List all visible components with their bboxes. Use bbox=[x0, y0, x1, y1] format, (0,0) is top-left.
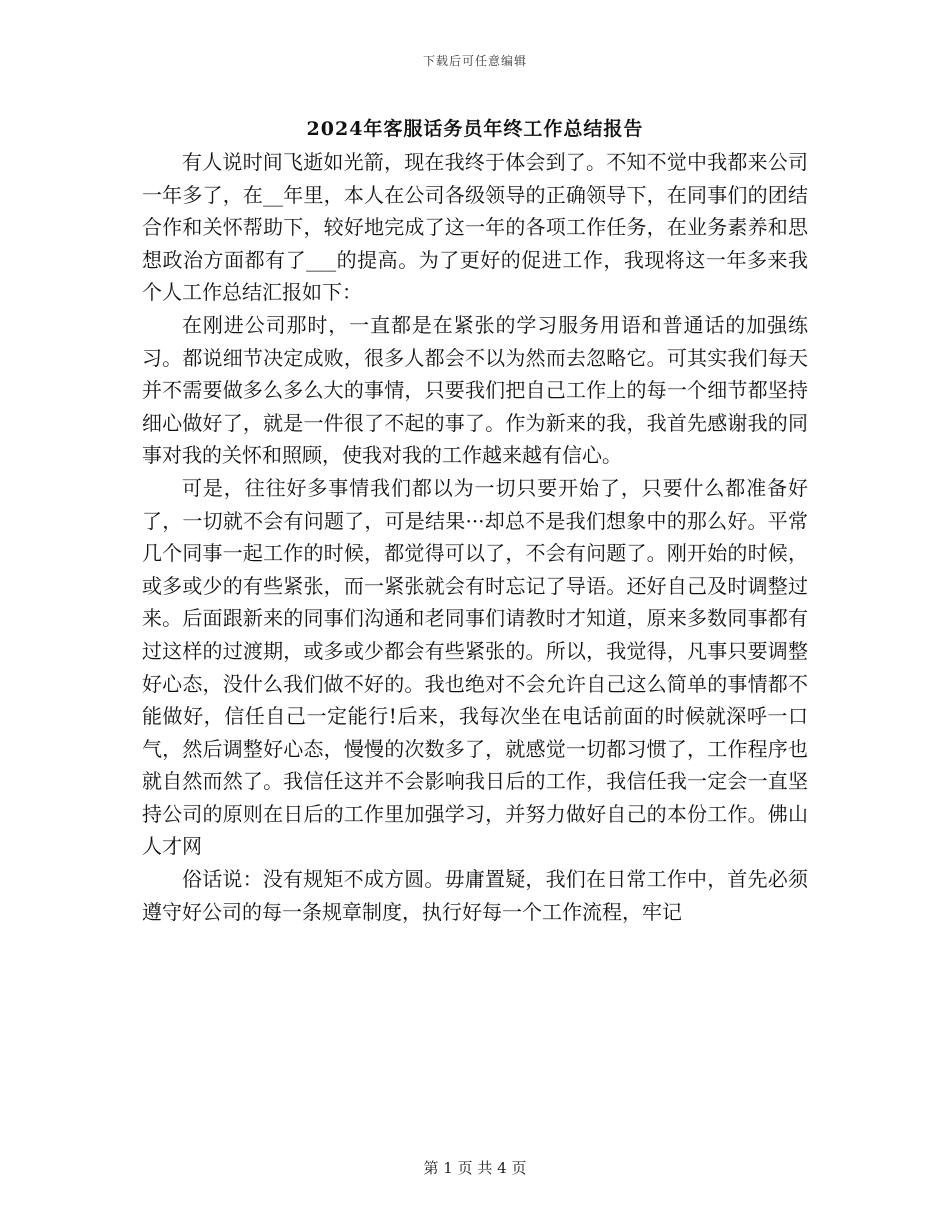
page-number: 第 1 页 共 4 页 bbox=[423, 1159, 527, 1177]
paragraph: 可是，往往好多事情我们都以为一切只要开始了，只要什么都准备好了，一切就不会有问题了，可是结果···却总不是我们想象中的那么好。平常几个同事一起工作的时候，都觉得可以了，不会有问题了。刚开始的时候，或多或少的有些紧张，而一紧张就会有时忘记了导语。还好自己及时调整过来。后面跟新来的同事们沟通和老同事们请教时才知道，原来多数同事都有过这样的过渡期，或多或少都会有些紧张的。所以，我觉得，凡事只要调整好心态，没什么我们做不好的。我也绝对不会允许自己这么简单的事情都不能做好，信任自己一定能行!后来，我每次坐在电话前面的时候就深呼一口气，然后调整好心态，慢慢的次数多了，就感觉一切都习惯了，工作程序也就自然而然了。我信任这并不会影响我日后的工作，我信任我一定会一直坚持公司的原则在日后的工作里加强学习，并努力做好自己的本份工作。佛山人才网 bbox=[142, 475, 808, 859]
paragraph: 俗话说：没有规矩不成方圆。毋庸置疑，我们在日常工作中，首先必须遵守好公司的每一条规章制度，执行好每一个工作流程，牢记 bbox=[142, 867, 808, 924]
document-title: 2024年客服话务员年终工作总结报告 bbox=[306, 118, 644, 140]
paragraph: 有人说时间飞逝如光箭，现在我终于体会到了。不知不觉中我都来公司一年多了，在__年里，本人在公司各级领导的正确领导下，在同事们的团结合作和关怀帮助下，较好地完成了这一年的各项工作任务，在业务素养和思想政治方面都有了___的提高。为了更好的促进工作，我现将这一年多来我个人工作总结汇报如下： bbox=[142, 150, 808, 305]
page-header-note: 下载后可任意编辑 bbox=[422, 54, 527, 68]
document-body bbox=[142, 146, 808, 928]
paragraph: 在刚进公司那时，一直都是在紧张的学习服务用语和普通话的加强练习。都说细节决定成败，很多人都会不以为然而去忽略它。可其实我们每天并不需要做多么多么大的事情，只要我们把自己工作上的每一个细节都坚持细心做好了，就是一件很了不起的事了。作为新来的我，我首先感谢我的同事对我的关怀和照顾，使我对我的工作越来越有信心。 bbox=[142, 312, 808, 468]
